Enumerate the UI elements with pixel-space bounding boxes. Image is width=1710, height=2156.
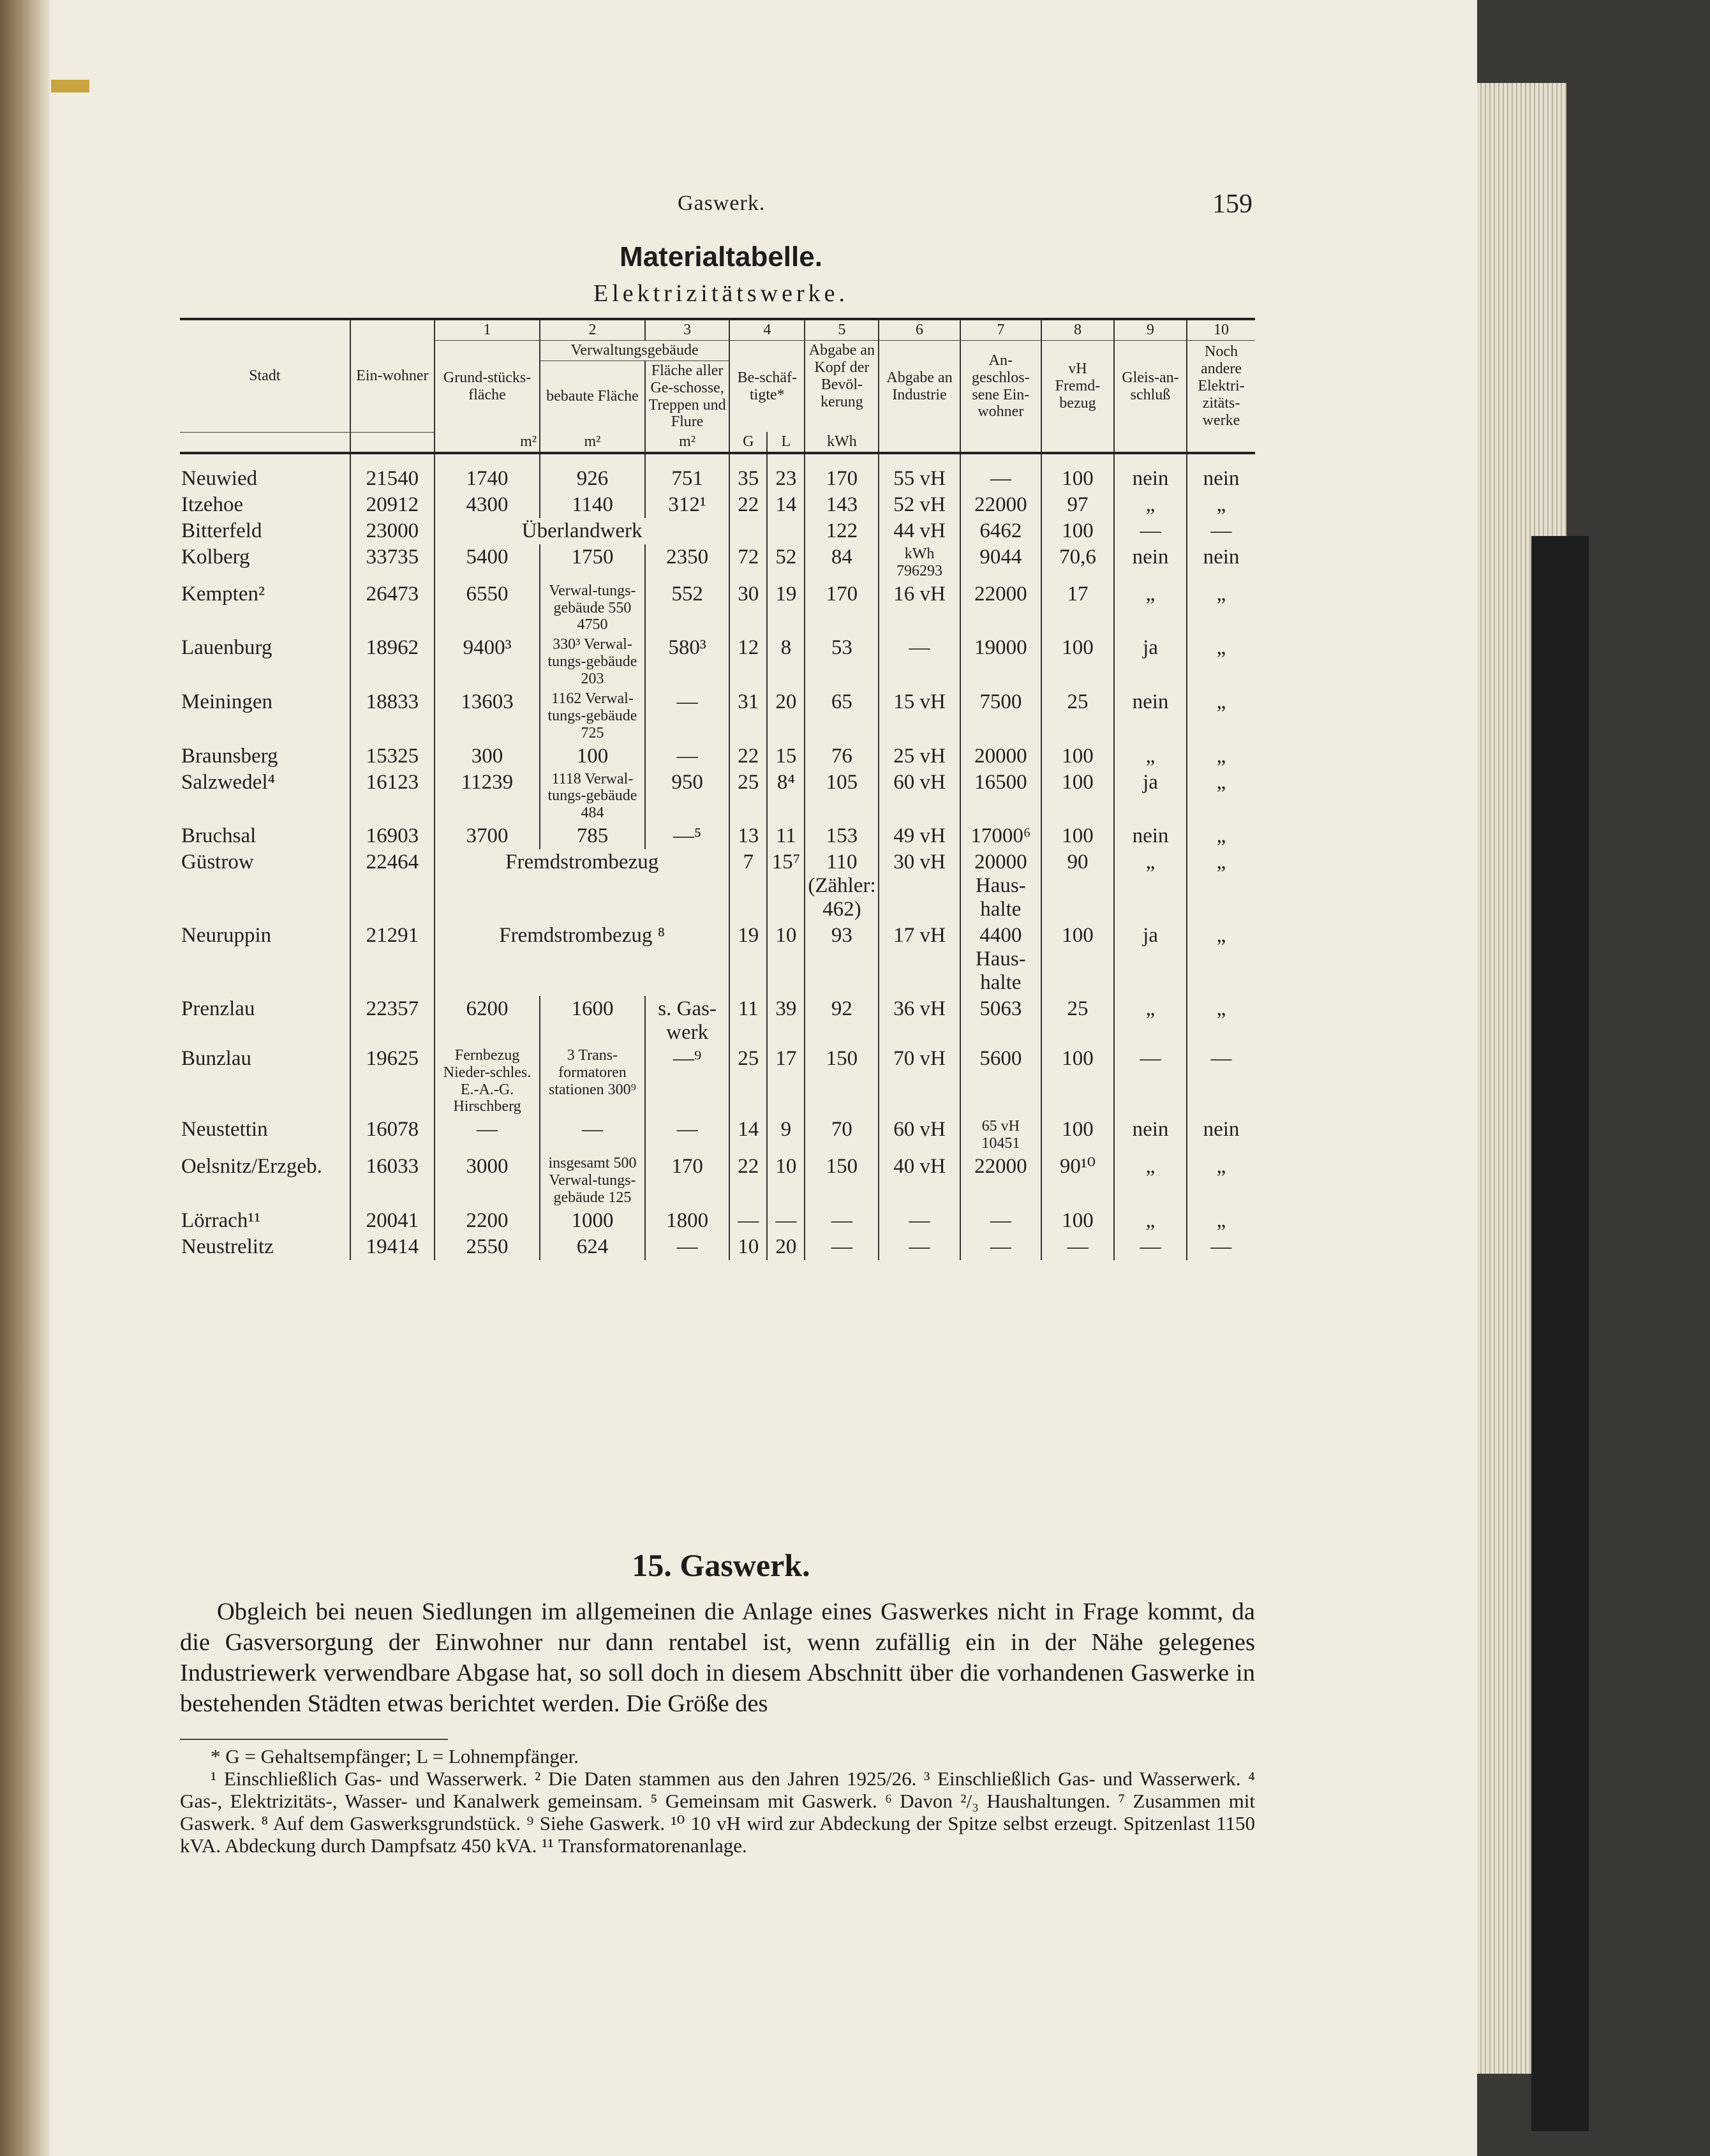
cell-l: 10	[767, 1154, 805, 1208]
cell-l: 19	[767, 581, 805, 636]
cell-noch: „	[1187, 492, 1255, 518]
cell-kopf: 150	[805, 1046, 879, 1117]
running-title: Gaswerk.	[678, 191, 766, 215]
cell-span: Fremdstrombezug ⁸	[435, 923, 729, 996]
cell-gleis: nein	[1114, 466, 1187, 492]
cell-l: —	[767, 1208, 805, 1234]
cell-kopf: 70	[805, 1117, 879, 1154]
cell-kopf: 65	[805, 689, 879, 743]
cell-beb: 100	[540, 743, 645, 769]
colnum-2: 2	[540, 319, 645, 340]
table-row	[180, 544, 1255, 581]
cell-ang: 16500	[960, 769, 1041, 824]
table-row	[180, 743, 1255, 769]
cell-gleis: —	[1114, 518, 1187, 544]
facing-page-edge	[0, 0, 50, 2156]
cell-grund: 2200	[435, 1208, 540, 1234]
cell-beb: 1600	[540, 996, 645, 1046]
cell-ang: 19000	[960, 635, 1041, 689]
cell-grund: 11239	[435, 769, 540, 824]
cell-kopf: 84	[805, 544, 879, 581]
cell-g: 10	[729, 1234, 767, 1260]
cell-noch: „	[1187, 1208, 1255, 1234]
cell-ein: 33735	[350, 544, 435, 581]
cell-l: 14	[767, 492, 805, 518]
cell-noch: —	[1187, 1046, 1255, 1117]
cell-ein: 19414	[350, 1234, 435, 1260]
unit-row	[180, 432, 1255, 453]
cell-grund: 1740	[435, 466, 540, 492]
cell-l: 15	[767, 743, 805, 769]
cell-ang: 65 vH 10451	[960, 1117, 1041, 1154]
cell-beb: 1000	[540, 1208, 645, 1234]
colnum-1: 1	[435, 319, 540, 340]
table-row	[180, 769, 1255, 824]
colnum-10: 10	[1187, 319, 1255, 340]
cell-fremd: 100	[1041, 518, 1114, 544]
cell-noch: „	[1187, 849, 1255, 923]
cell-gleis: —	[1114, 1234, 1187, 1260]
cell-g: 22	[729, 743, 767, 769]
cell-ind: 49 vH	[879, 823, 960, 849]
cell-noch: „	[1187, 689, 1255, 743]
cell-fl: —⁹	[645, 1046, 729, 1117]
header-grund: Grund-stücks-fläche	[435, 340, 540, 432]
cell-fremd: 100	[1041, 635, 1114, 689]
cell-kopf: —	[805, 1234, 879, 1260]
cell-ang: 4400 Haus-halte	[960, 923, 1041, 996]
table-row	[180, 1208, 1255, 1234]
cell-g: 25	[729, 1046, 767, 1117]
cell-ang: 20000 Haus-halte	[960, 849, 1041, 923]
cell-kopf: 153	[805, 823, 879, 849]
cell-noch: „	[1187, 635, 1255, 689]
cell-ind: 16 vH	[879, 581, 960, 636]
cell-grund: 2550	[435, 1234, 540, 1260]
cell-g: 13	[729, 823, 767, 849]
cell-stadt: Bunzlau	[180, 1046, 350, 1117]
cell-ind: —	[879, 635, 960, 689]
cell-stadt: Neustrelitz	[180, 1234, 350, 1260]
cell-fl: 2350	[645, 544, 729, 581]
cell-stadt: Itzehoe	[180, 492, 350, 518]
cell-g: 14	[729, 1117, 767, 1154]
unit-kwh: kWh	[805, 432, 879, 453]
cell-stadt: Lauenburg	[180, 635, 350, 689]
cell-l: 39	[767, 996, 805, 1046]
cell-beb: insgesamt 500 Verwal-tungs-gebäude 125	[540, 1154, 645, 1208]
cell-stadt: Lörrach¹¹	[180, 1208, 350, 1234]
colnum-6: 6	[879, 319, 960, 340]
table-body	[180, 453, 1255, 1260]
cell-ind: 40 vH	[879, 1154, 960, 1208]
cell-grund: 6200	[435, 996, 540, 1046]
cell-ein: 21291	[350, 923, 435, 996]
cell-fremd: 100	[1041, 923, 1114, 996]
cell-ein: 18833	[350, 689, 435, 743]
cell-grund: 9400³	[435, 635, 540, 689]
cell-gleis: ja	[1114, 635, 1187, 689]
cell-gleis: „	[1114, 492, 1187, 518]
table-row	[180, 1154, 1255, 1208]
header-angeschlossene: An-geschlos-sene Ein-wohner	[960, 340, 1041, 432]
cell-fl: —	[645, 1117, 729, 1154]
cell-ein: 21540	[350, 466, 435, 492]
cell-gleis: „	[1114, 1154, 1187, 1208]
cell-ind: 17 vH	[879, 923, 960, 996]
table-row	[180, 849, 1255, 923]
cell-beb: 785	[540, 823, 645, 849]
cell-g	[729, 518, 767, 544]
cell-fl: 751	[645, 466, 729, 492]
cell-fremd: 25	[1041, 689, 1114, 743]
cell-ind: 15 vH	[879, 689, 960, 743]
cell-ind: 30 vH	[879, 849, 960, 923]
cell-noch: —	[1187, 1234, 1255, 1260]
cell-fremd: —	[1041, 1234, 1114, 1260]
header-flaeche: Fläche aller Ge-schosse, Treppen und Flure	[645, 361, 729, 432]
cell-kopf: 76	[805, 743, 879, 769]
cell-kopf: 122	[805, 518, 879, 544]
cell-fremd: 100	[1041, 1208, 1114, 1234]
table-row	[180, 1117, 1255, 1154]
cell-fl: 1800	[645, 1208, 729, 1234]
cell-gleis: „	[1114, 1208, 1187, 1234]
cell-stadt: Meiningen	[180, 689, 350, 743]
cell-l: 10	[767, 923, 805, 996]
cell-stadt: Neuruppin	[180, 923, 350, 996]
cell-gleis: „	[1114, 996, 1187, 1046]
cell-g: —	[729, 1208, 767, 1234]
cell-fremd: 100	[1041, 823, 1114, 849]
cell-ein: 16903	[350, 823, 435, 849]
header-stadt: Stadt	[180, 319, 350, 432]
cell-noch: nein	[1187, 544, 1255, 581]
cell-fl: —	[645, 689, 729, 743]
cell-beb: 1162 Verwal-tungs-gebäude 725	[540, 689, 645, 743]
cell-fremd: 17	[1041, 581, 1114, 636]
cell-fremd: 100	[1041, 1117, 1114, 1154]
cell-g: 35	[729, 466, 767, 492]
cell-kopf: 110 (Zähler: 462)	[805, 849, 879, 923]
cell-fremd: 70,6	[1041, 544, 1114, 581]
cell-g: 12	[729, 635, 767, 689]
table-row	[180, 581, 1255, 636]
cell-l: 9	[767, 1117, 805, 1154]
cell-ang: 17000⁶	[960, 823, 1041, 849]
colnum-4: 4	[729, 319, 805, 340]
cell-l	[767, 518, 805, 544]
cell-beb: 1750	[540, 544, 645, 581]
cell-noch: „	[1187, 581, 1255, 636]
cell-l: 23	[767, 466, 805, 492]
cell-grund: 300	[435, 743, 540, 769]
colnum-9: 9	[1114, 319, 1187, 340]
ribbon-marker	[51, 80, 89, 93]
footnote-numbered: ¹ Einschließlich Gas- und Wasserwerk. ² Die Daten stammen aus den Jahren 1925/26. ³ Einschließlich Gas- und Wasserwerk. ⁴ Gas-, Elektrizitäts-, Wasser- und Kanalwerk gemeinsam. ⁵ Gemeinsam mit Gaswerk. ⁶ Davon ²/₃ Haushaltungen. ⁷ Zusammen mit Gaswerk. ⁸ Auf dem Gaswerksgrundstück. ⁹ Siehe Gaswerk. ¹⁰ 10 vH wird zur Abdeckung der Spitze selbst erzeugt. Spitzenlast 1150 kVA. Abdeckung durch Dampfsatz 450 kVA. ¹¹ Transformatorenanlage.	[180, 1767, 1255, 1857]
cell-stadt: Neuwied	[180, 466, 350, 492]
cell-kopf: 93	[805, 923, 879, 996]
section-heading: 15. Gaswerk.	[632, 1547, 810, 1583]
cell-noch: —	[1187, 518, 1255, 544]
table-row	[180, 823, 1255, 849]
cell-gleis: „	[1114, 743, 1187, 769]
cell-ein: 22464	[350, 849, 435, 923]
cell-g: 31	[729, 689, 767, 743]
cell-ind: 60 vH	[879, 769, 960, 824]
cell-fl: —	[645, 743, 729, 769]
colnum-5: 5	[805, 319, 879, 340]
cell-ang: 22000	[960, 1154, 1041, 1208]
footnotes	[180, 1745, 1255, 1857]
cell-grund: 3000	[435, 1154, 540, 1208]
cell-grund: 3700	[435, 823, 540, 849]
cell-g: 19	[729, 923, 767, 996]
cell-l: 11	[767, 823, 805, 849]
cell-noch: „	[1187, 1154, 1255, 1208]
cell-beb: 1118 Verwal-tungs-gebäude 484	[540, 769, 645, 824]
cell-ang: —	[960, 466, 1041, 492]
cell-l: 8⁴	[767, 769, 805, 824]
cell-kopf: 143	[805, 492, 879, 518]
cell-beb: 3 Trans-formatoren stationen 300⁹	[540, 1046, 645, 1117]
cell-kopf: 150	[805, 1154, 879, 1208]
cell-fremd: 100	[1041, 769, 1114, 824]
cell-ang: 7500	[960, 689, 1041, 743]
cell-g: 30	[729, 581, 767, 636]
cell-beb: 624	[540, 1234, 645, 1260]
cell-ang: 22000	[960, 492, 1041, 518]
cell-ind: 55 vH	[879, 466, 960, 492]
cell-ind: 36 vH	[879, 996, 960, 1046]
unit-l: L	[767, 432, 805, 453]
column-number-row	[180, 319, 1255, 340]
cell-ein: 20912	[350, 492, 435, 518]
cell-gleis: nein	[1114, 823, 1187, 849]
table-row	[180, 689, 1255, 743]
cell-kopf: 170	[805, 581, 879, 636]
cell-grund: 4300	[435, 492, 540, 518]
book-cover	[1531, 536, 1589, 2131]
cell-stadt: Kempten²	[180, 581, 350, 636]
cell-gleis: —	[1114, 1046, 1187, 1117]
cell-g: 22	[729, 492, 767, 518]
cell-fl: —⁵	[645, 823, 729, 849]
cell-grund: 6550	[435, 581, 540, 636]
unit-grund: m²	[435, 432, 540, 453]
cell-grund: 13603	[435, 689, 540, 743]
cell-noch: „	[1187, 823, 1255, 849]
cell-noch: „	[1187, 923, 1255, 996]
cell-fremd: 97	[1041, 492, 1114, 518]
cell-grund: Fernbezug Nieder-schles. E.-A.-G. Hirschberg	[435, 1046, 540, 1117]
cell-kopf: 92	[805, 996, 879, 1046]
table-row	[180, 923, 1255, 996]
cell-beb: 926	[540, 466, 645, 492]
cell-g: 22	[729, 1154, 767, 1208]
cell-beb: —	[540, 1117, 645, 1154]
header-gleisanschluss: Gleis-an-schluß	[1114, 340, 1187, 432]
cell-span: Überlandwerk	[435, 518, 729, 544]
cell-noch: „	[1187, 996, 1255, 1046]
cell-beb: Verwal-tungs-gebäude 550 4750	[540, 581, 645, 636]
header-verwaltung: Verwaltungsgebäude	[540, 340, 729, 361]
cell-noch: „	[1187, 743, 1255, 769]
cell-stadt: Neustettin	[180, 1117, 350, 1154]
colnum-7: 7	[960, 319, 1041, 340]
cell-g: 72	[729, 544, 767, 581]
table-row	[180, 1046, 1255, 1117]
header-abgabe-kopf: Abgabe an Kopf der Bevöl-kerung	[805, 340, 879, 432]
cell-l: 52	[767, 544, 805, 581]
cell-g: 11	[729, 996, 767, 1046]
table-row	[180, 518, 1255, 544]
cell-ein: 16033	[350, 1154, 435, 1208]
cell-ang: —	[960, 1208, 1041, 1234]
table-row	[180, 635, 1255, 689]
header-bebaute: bebaute Fläche	[540, 361, 645, 432]
cell-fl: s. Gas-werk	[645, 996, 729, 1046]
colnum-3: 3	[645, 319, 729, 340]
cell-ind: 60 vH	[879, 1117, 960, 1154]
cell-fremd: 90	[1041, 849, 1114, 923]
cell-fl: 950	[645, 769, 729, 824]
cell-gleis: „	[1114, 581, 1187, 636]
cell-grund: —	[435, 1117, 540, 1154]
cell-kopf: —	[805, 1208, 879, 1234]
cell-ind: 70 vH	[879, 1046, 960, 1117]
cell-g: 25	[729, 769, 767, 824]
header-fremdbezug: vH Fremd-bezug	[1041, 340, 1114, 432]
cell-ind: —	[879, 1208, 960, 1234]
cell-kopf: 53	[805, 635, 879, 689]
colnum-8: 8	[1041, 319, 1114, 340]
cell-fl: 170	[645, 1154, 729, 1208]
table-row	[180, 1234, 1255, 1260]
cell-gleis: ja	[1114, 923, 1187, 996]
cell-gleis: nein	[1114, 544, 1187, 581]
header-beschaeftigte: Be-schäf-tigte*	[729, 340, 805, 432]
cell-ang: 5063	[960, 996, 1041, 1046]
cell-fl: 580³	[645, 635, 729, 689]
cell-kopf: 170	[805, 466, 879, 492]
footnote-star: * G = Gehaltsempfänger; L = Lohnempfänger.	[211, 1745, 579, 1767]
cell-ein: 22357	[350, 996, 435, 1046]
cell-stadt: Bruchsal	[180, 823, 350, 849]
cell-gleis: „	[1114, 849, 1187, 923]
cell-ind: 52 vH	[879, 492, 960, 518]
cell-beb: 1140	[540, 492, 645, 518]
cell-ind: 44 vH	[879, 518, 960, 544]
cell-stadt: Salzwedel⁴	[180, 769, 350, 824]
cell-ein: 23000	[350, 518, 435, 544]
cell-gleis: ja	[1114, 769, 1187, 824]
cell-fremd: 90¹⁰	[1041, 1154, 1114, 1208]
cell-g: 7	[729, 849, 767, 923]
cell-span: Fremdstrombezug	[435, 849, 729, 923]
cell-ang: 9044	[960, 544, 1041, 581]
cell-stadt: Oelsnitz/Erzgeb.	[180, 1154, 350, 1208]
cell-ind: 25 vH	[879, 743, 960, 769]
cell-ein: 19625	[350, 1046, 435, 1117]
table-row	[180, 492, 1255, 518]
cell-fl: 552	[645, 581, 729, 636]
cell-noch: „	[1187, 769, 1255, 824]
material-table	[180, 318, 1255, 1260]
body-paragraph: Obgleich bei neuen Siedlungen im allgemeinen die Anlage eines Gaswerkes nicht in Frage kommt, da die Gasversorgung der Einwohner nur dann rentabel ist, wenn zufällig ein in der Nähe gelegenes Industriewerk verwendbare Abgase hat, so soll doch in diesem Abschnitt über die vorhandenen Gaswerke in bestehenden Städten etwas berichtet werden. Die Größe des	[180, 1598, 1255, 1717]
cell-stadt: Güstrow	[180, 849, 350, 923]
header-noch-andere: Noch andere Elektri-zitäts-werke	[1187, 340, 1255, 432]
header-einwohner: Ein-wohner	[350, 319, 435, 432]
unit-flaeche: m²	[645, 432, 729, 453]
cell-l: 17	[767, 1046, 805, 1117]
cell-ind: —	[879, 1234, 960, 1260]
cell-ein: 26473	[350, 581, 435, 636]
header-abgabe-industrie: Abgabe an Industrie	[879, 340, 960, 432]
cell-ein: 16123	[350, 769, 435, 824]
cell-l: 20	[767, 689, 805, 743]
table-subtitle: Elektrizitätswerke.	[593, 280, 849, 307]
cell-stadt: Bitterfeld	[180, 518, 350, 544]
cell-fremd: 25	[1041, 996, 1114, 1046]
cell-kopf: 105	[805, 769, 879, 824]
cell-stadt: Kolberg	[180, 544, 350, 581]
cell-fl: —	[645, 1234, 729, 1260]
cell-l: 20	[767, 1234, 805, 1260]
table-row	[180, 996, 1255, 1046]
cell-beb: 330³ Verwal-tungs-gebäude 203	[540, 635, 645, 689]
cell-noch: nein	[1187, 1117, 1255, 1154]
page-number: 159	[1212, 190, 1253, 219]
cell-ang: 20000	[960, 743, 1041, 769]
cell-ang: 22000	[960, 581, 1041, 636]
unit-g: G	[729, 432, 767, 453]
cell-ang: 5600	[960, 1046, 1041, 1117]
cell-fremd: 100	[1041, 1046, 1114, 1117]
unit-bebaute: m²	[540, 432, 645, 453]
table-title: Materialtabelle.	[620, 241, 822, 272]
cell-ein: 18962	[350, 635, 435, 689]
cell-ein: 20041	[350, 1208, 435, 1234]
cell-grund: 5400	[435, 544, 540, 581]
cell-fremd: 100	[1041, 743, 1114, 769]
cell-gleis: nein	[1114, 1117, 1187, 1154]
cell-fl: 312¹	[645, 492, 729, 518]
cell-ang: 6462	[960, 518, 1041, 544]
cell-stadt: Braunsberg	[180, 743, 350, 769]
cell-ang: —	[960, 1234, 1041, 1260]
cell-fremd: 100	[1041, 466, 1114, 492]
footnote-rule	[180, 1739, 448, 1740]
cell-l: 15⁷	[767, 849, 805, 923]
table-row	[180, 466, 1255, 492]
cell-gleis: nein	[1114, 689, 1187, 743]
cell-noch: nein	[1187, 466, 1255, 492]
cell-stadt: Prenzlau	[180, 996, 350, 1046]
cell-ein: 15325	[350, 743, 435, 769]
cell-l: 8	[767, 635, 805, 689]
cell-ein: 16078	[350, 1117, 435, 1154]
cell-ind: kWh 796293	[879, 544, 960, 581]
